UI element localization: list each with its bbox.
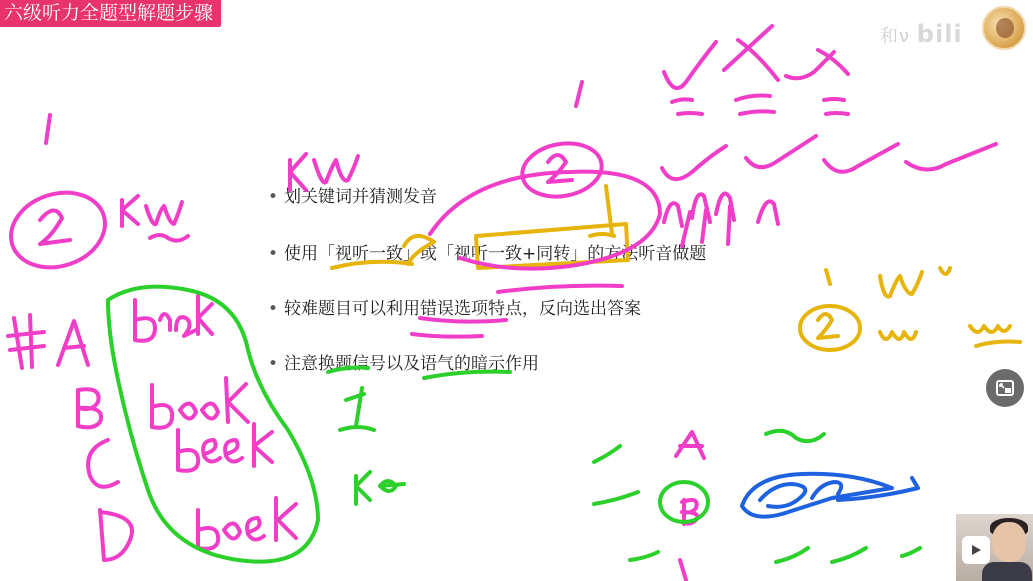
presenter-shirt [982, 562, 1032, 581]
ink-word-book [152, 378, 248, 428]
ink-word-baek [198, 498, 296, 549]
ink-yellow-scribbles [880, 268, 1020, 346]
ink-yellow-tick [826, 270, 830, 284]
ink-underline [150, 235, 188, 241]
ink-green-underline [328, 368, 510, 379]
ink-pink-letters-right [676, 432, 704, 580]
watermark-brand: bili [916, 20, 963, 48]
ink-pink-digit-2 [548, 155, 572, 182]
ink-pink-underline [412, 286, 622, 337]
bullet-text: 注意换题信号以及语气的暗示作用 [284, 354, 539, 374]
bullet-dot: • [268, 187, 279, 207]
ink-pink-arcs [664, 194, 778, 246]
ink-letter-a [58, 321, 88, 365]
bullet-text: 划关键词并猜测发音 [284, 187, 437, 207]
ink-pink-oval [430, 172, 660, 269]
ink-yellow-circle [800, 306, 860, 350]
ink-letter-c [88, 440, 118, 487]
play-icon [969, 543, 983, 557]
ink-letter-d [100, 510, 132, 560]
ink-green-loop [108, 287, 318, 562]
ink-green-mark [340, 388, 374, 430]
ink-top-marks [576, 26, 848, 114]
ink-tick [46, 115, 50, 143]
ink-blue-scribble [742, 474, 918, 517]
ink-word-bnak [135, 296, 212, 341]
ink-digit-2 [40, 210, 70, 244]
presenter-thumbnail[interactable] [956, 514, 1033, 581]
bullet-dot: • [268, 244, 279, 264]
ink-yellow-digit-2 [818, 314, 838, 338]
course-title: 六级听力全题型解题步骤 [0, 0, 221, 27]
bullet-text: 使用「视听一致」或「视听一致+同转」的方法听音做题 [284, 244, 707, 264]
ink-letter-b [78, 389, 101, 427]
ink-word-beek [178, 424, 272, 471]
play-button[interactable] [962, 536, 990, 564]
picture-in-picture-icon [995, 378, 1015, 398]
ink-yellow-box [476, 224, 628, 268]
ink-word-kw-top [290, 154, 358, 190]
watermark-prefix: 和ν [880, 26, 911, 47]
bullet-dot: • [268, 354, 279, 374]
presenter-face [992, 522, 1026, 562]
ink-circle-2 [1, 181, 115, 279]
ink-yellow-underline [332, 236, 434, 268]
ink-word-kw [122, 196, 182, 226]
ink-tick-row [662, 136, 996, 179]
ink-green-kw [356, 472, 404, 504]
bullet-dot: • [268, 299, 279, 319]
pip-button[interactable] [986, 369, 1024, 407]
ink-hash [8, 315, 44, 368]
bullet-text: 较难题目可以利用错误选项特点，反向选出答案 [284, 299, 641, 319]
